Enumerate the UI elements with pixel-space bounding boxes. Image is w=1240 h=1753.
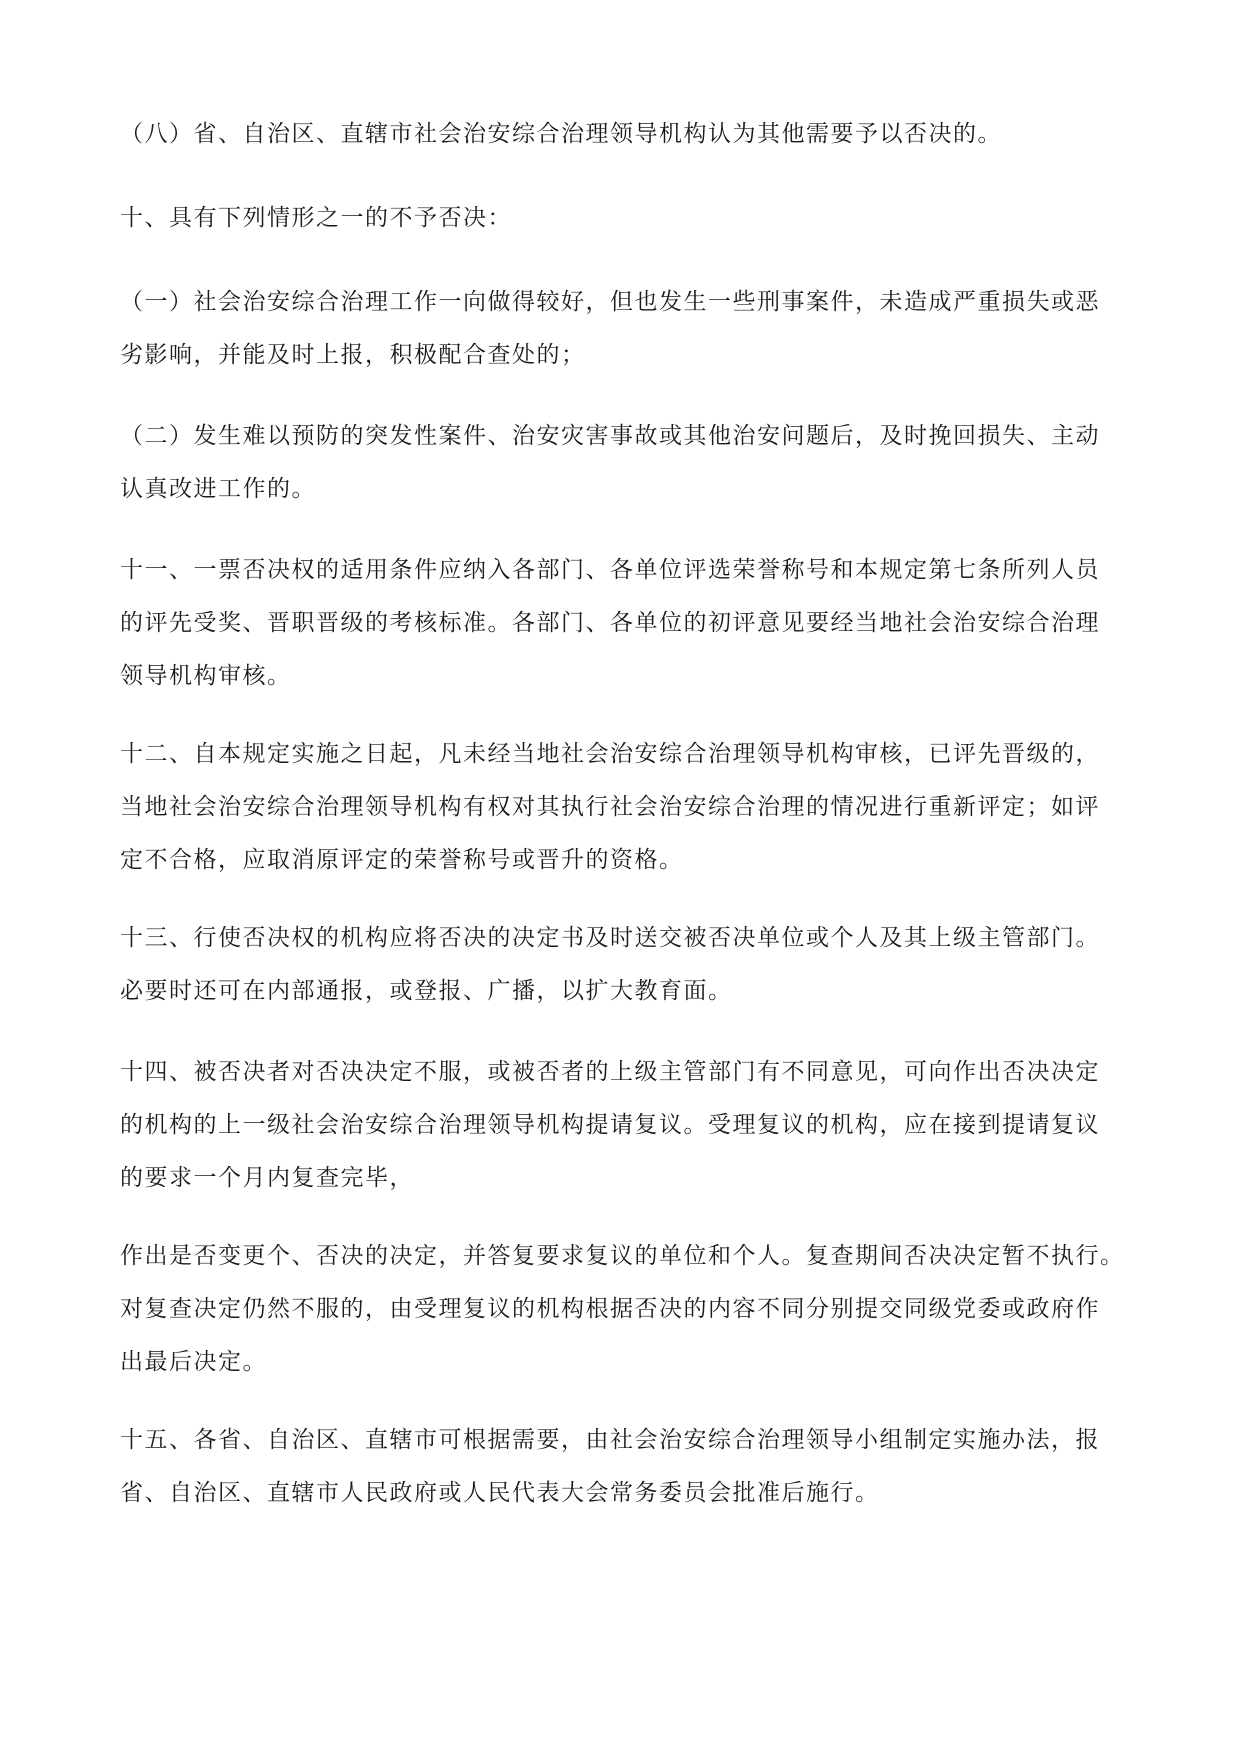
paragraph-line: 的评先受奖、晋职晋级的考核标准。各部门、各单位的初评意见要经当地社会治安综合治理 [120,610,1100,636]
paragraph-line: 的机构的上一级社会治安综合治理领导机构提请复议。受理复议的机构，应在接到提请复议 [120,1112,1100,1138]
paragraph-article-12 [120,728,1130,887]
paragraph-line: 认真改进工作的。 [120,476,316,502]
paragraph-article-10-item-1 [120,276,1130,382]
paragraph-line: 当地社会治安综合治理领导机构有权对其执行社会治安综合治理的情况进行重新评定；如评 [120,794,1100,820]
paragraph-article-14-continued [120,1230,1130,1389]
paragraph-article-14 [120,1046,1130,1205]
paragraph-line: 出最后决定。 [120,1349,267,1375]
paragraph-line: （二）发生难以预防的突发性案件、治安灾害事故或其他治安问题后，及时挽回损失、主动 [120,423,1100,449]
paragraph-article-10-item-2 [120,410,1130,516]
paragraph-line: 必要时还可在内部通报，或登报、广播，以扩大教育面。 [120,978,733,1004]
paragraph-line: （一）社会治安综合治理工作一向做得较好，但也发生一些刑事案件，未造成严重损失或恶 [120,289,1100,315]
paragraph-line: 省、自治区、直辖市人民政府或人民代表大会常务委员会批准后施行。 [120,1480,880,1506]
paragraph-line: （八）省、自治区、直辖市社会治安综合治理领导机构认为其他需要予以否决的。 [120,121,1002,147]
paragraph-line: 劣影响，并能及时上报，积极配合查处的； [120,342,586,368]
paragraph-line: 十一、一票否决权的适用条件应纳入各部门、各单位评选荣誉称号和本规定第七条所列人员 [120,557,1100,583]
paragraph-line: 十四、被否决者对否决决定不服，或被否者的上级主管部门有不同意见，可向作出否决决定 [120,1059,1100,1085]
paragraph-line: 领导机构审核。 [120,663,292,689]
paragraph-line: 十五、各省、自治区、直辖市可根据需要，由社会治安综合治理领导小组制定实施办法，报 [120,1427,1100,1453]
paragraph-article-15 [120,1414,1130,1520]
paragraph-item-8-other-veto [120,108,1130,161]
paragraph-article-10-heading [120,192,1130,245]
paragraph-article-13 [120,912,1130,1018]
paragraph-line: 十二、自本规定实施之日起，凡未经当地社会治安综合治理领导机构审核，已评先晋级的， [120,741,1100,767]
paragraph-line: 作出是否变更个、否决的决定，并答复要求复议的单位和个人。复查期间否决决定暂不执行。 [120,1243,1125,1269]
paragraph-article-11 [120,544,1130,703]
paragraph-line: 的要求一个月内复查完毕， [120,1165,414,1191]
paragraph-line: 十、具有下列情形之一的不予否决： [120,205,512,231]
paragraph-line: 定不合格，应取消原评定的荣誉称号或晋升的资格。 [120,847,684,873]
paragraph-line: 十三、行使否决权的机构应将否决的决定书及时送交被否决单位或个人及其上级主管部门。 [120,925,1100,951]
paragraph-line: 对复查决定仍然不服的，由受理复议的机构根据否决的内容不同分别提交同级党委或政府作 [120,1296,1100,1322]
